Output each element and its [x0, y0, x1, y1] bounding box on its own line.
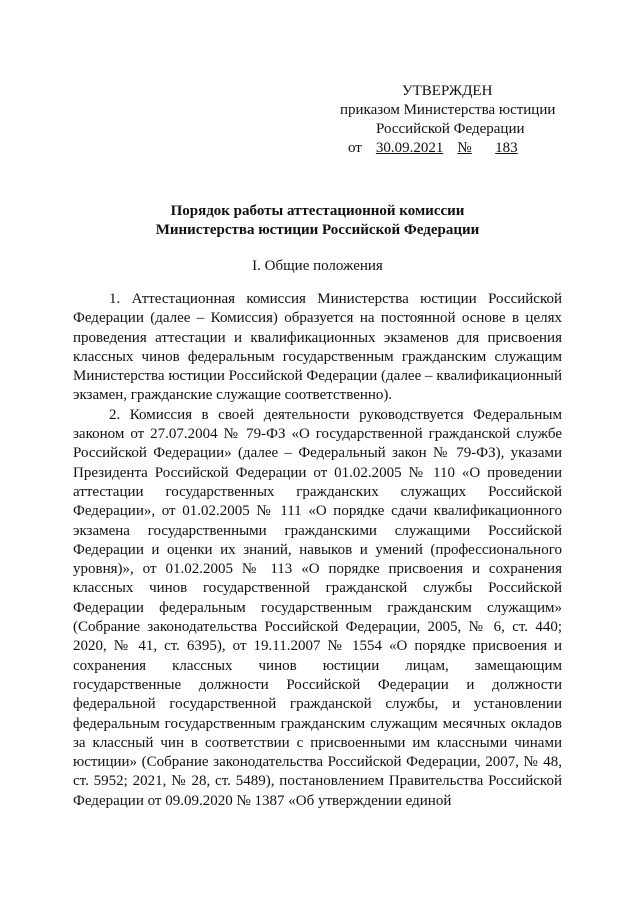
order-date: 30.09.2021 [375, 140, 444, 156]
paragraph-1: 1. Аттестационная комиссия Министерства юстиции Российской Федерации (далее – Комиссия) образуется на постоянной основе в целях проведения аттестации и квалификационных экзаменов для присвоения классных чинов федеральным государственным гражданским служащим Министерства юстиции Российской Федерации (далее – квалификационный экзамен, гражданские служащие соответственно). [73, 291, 562, 404]
approval-org-line: Российской Федерации [376, 121, 525, 137]
section-heading: I. Общие положения [252, 258, 383, 274]
approval-heading: УТВЕРЖДЕН [402, 83, 493, 99]
title-line-1: Порядок работы аттестационной комиссии [170, 203, 465, 219]
paragraph-2: 2. Комиссия в своей деятельности руководствуется Федеральным законом от 27.07.2004 № 79-ФЗ «О государственной гражданской службе Российской Федерации» (далее – Федеральный закон № 79-ФЗ), указами Президента Российской Федерации от 01.02.2005 № 110 «О проведении аттестации государственных гражданских служащих Российской Федерации», от 01.02.2005 № 111 «О порядке сдачи квалификационного экзамена государственными гражданскими служащими Российской Федерации и оценки их знаний, навыков и умений (профессионального уровня)», от 01.02.2005 № 113 «О порядке присвоения и сохранения классных чинов государственной гражданской службы Российской Федерации федеральным государственным гражданским служащим» (Собрание законодательства Российской Федерации, 2005, № 6, ст. 440; 2020, № 41, ст. 6395), от 19.11.2007 № 1554 «О порядке присвоения и сохранения классных чинов юстиции лицам, замещающим государственные должности Российской Федерации и должности федеральной государственной гражданской службы, и установлении федеральным государственным гражданским служащим месячных окладов за классный чин в соответствии с присвоенными им классными чинами юстиции» (Собрание законодательства Российской Федерации, 2007, № 48, ст. 5952; 2021, № 28, ст. 5489), постановлением Правительства Российской Федерации от 09.09.2020 № 1387 «Об утверждении единой [73, 406, 562, 809]
document-title [60, 202, 575, 240]
approval-order-line: приказом Министерства юстиции [340, 102, 556, 118]
number-label: № [457, 140, 472, 156]
title-line-2: Министерства юстиции Российской Федерации [155, 222, 480, 238]
approval-date-number-line [340, 139, 570, 158]
document-body [73, 290, 562, 811]
approval-stamp [340, 82, 570, 158]
order-number: 183 [495, 140, 518, 156]
from-label: от [348, 140, 362, 156]
